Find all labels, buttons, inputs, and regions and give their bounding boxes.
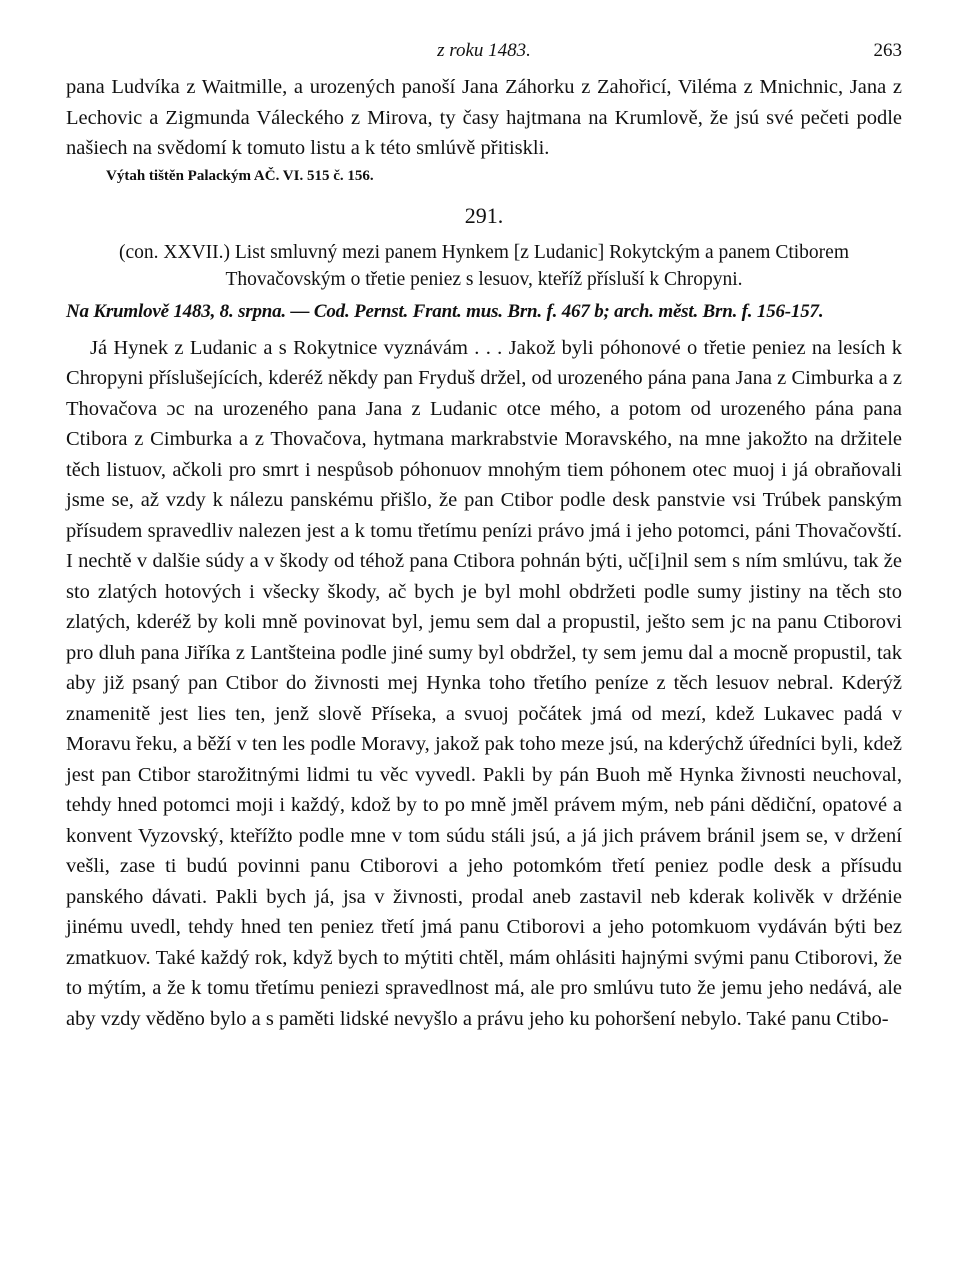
page-number: 263 [873, 40, 902, 61]
source-note: Výtah tištěn Palackým AČ. VI. 515 č. 156. [106, 167, 374, 184]
page-header [66, 40, 902, 72]
document-number: 291. [464, 202, 504, 228]
document-regest: (con. XXVII.) List smluvný mezi panem Hynkem [z Ludanic] Rokytckým a panem Ctiborem Thovačovským o třetie peniez s lesuov, kteříž přísluší k Chropyni. [119, 241, 849, 290]
document-dating: Na Krumlově 1483, 8. srpna. — Cod. Pernst. Frant. mus. Brn. f. 467 b; arch. měst. Brn. f. 156-157. [66, 300, 824, 322]
book-page [66, 40, 902, 1034]
document-body: Já Hynek z Ludanic a s Rokytnice vyznávám . . . Jakož byli póhonové o třetie peniez na lesích k Chropyni příslušejících, kderéž někdy pan Fryduš držel, od urozeného pána pana Jana z Cimburka a z Thovačova ɔc na urozeného pana Jana z Ludanic otce mého, a potom od urozeného pána pana Ctibora z Cimburka a z Thovačova, hytmana markrabstvie Moravského, na mne jakožto na držitele těch listuov, ačkoli pro smrt i nespůsob póhonuov mnohým tiem póhonem otec muoj i já obraňovali jsme se, až vzdy k nálezu panskému přišlo, že pan Ctibor podle desk panstvie vsi Trúbek panským přísudem spravedliv nalezen jest a k tomu třetímu penízi právo jmá i jeho potomci, páni Thovačovští. I nechtě v dalšie súdy a v škody od téhož pana Ctibora pohnán býti, uč[i]nil sem s ním smlúvu, tak že sto zlatých hotových i všecky škody, ač bych je byl mohl obdržeti podle sumy jistiny na těch sto zlatých, kderéž by koli mně povinovat byl, jemu sem dal a propustil, ješto sem jc na panu Ctiborovi pro dluh pana Jiříka z Lantšteina podle jiné sumy byl obdržel, ty sem jemu dal a mocně propustil, tak aby již psaný pan Ctibor do živnosti mej Hynka toho třetího peníze z těch lesuov nebral. Kderýž znamenitě jest lies ten, jenž slově Příseka, a svuoj počátek jmá od mezí, kdež Lukavec padá v Moravu řeku, a běží v ten les podle Moravy, jakož pak toho meze jsú, na kderýchž úředníci byli, kdež jest pan Ctibor starožitnými lidmi tu věc vyvedl. Pakli by pán Buoh mě Hynka živnosti neuchoval, tehdy hned potomci moji i každý, kdož by to po mně jměl právem mým, neb páni dědiční, opatové a konvent Vyzovský, kteřížto podle mne v tom súdu stáli jsú, a já jich právem bránil jsem se, v držení vešli, zase ti budú povinni panu Ctiborovi a jeho potomkóm třetí peniez podle desk a přísudu panského dávati. Pakli bych já, jsa v živnosti, prodal aneb zastavil neb kderak kolivěk v držénie jinému uvedl, tehdy hned ten peniez třetí jmá panu Ctiborovi a jeho potomkuom vydáván býti bez zmatkuov. Také každý rok, když bych to mýtiti chtěl, mám ohlásiti hajnými svými panu Ctiborovi, že to mýtím, a že k tomu třetímu peniezi spravedlnost má, ale pro smlúvu tuto že jemu jeho nedává, ale aby vzdy věděno bylo a s paměti lidské nevyšlo a právu jeho ku pohoršení nebylo. Také panu Ctibo- [66, 336, 902, 1030]
running-head: z roku 1483. [437, 40, 531, 61]
previous-document-ending: pana Ludvíka z Waitmille, a urozených panoší Jana Záhorku z Zahořicí, Viléma z Mnichnic, Jana z Lechovic a Zigmunda Váleckého z Mirova, ty časy hajtmana na Krumlově, že jsú své pečeti podle našiech na svědomí k tomuto listu a k této smlúvě přitiskli. [66, 76, 902, 159]
